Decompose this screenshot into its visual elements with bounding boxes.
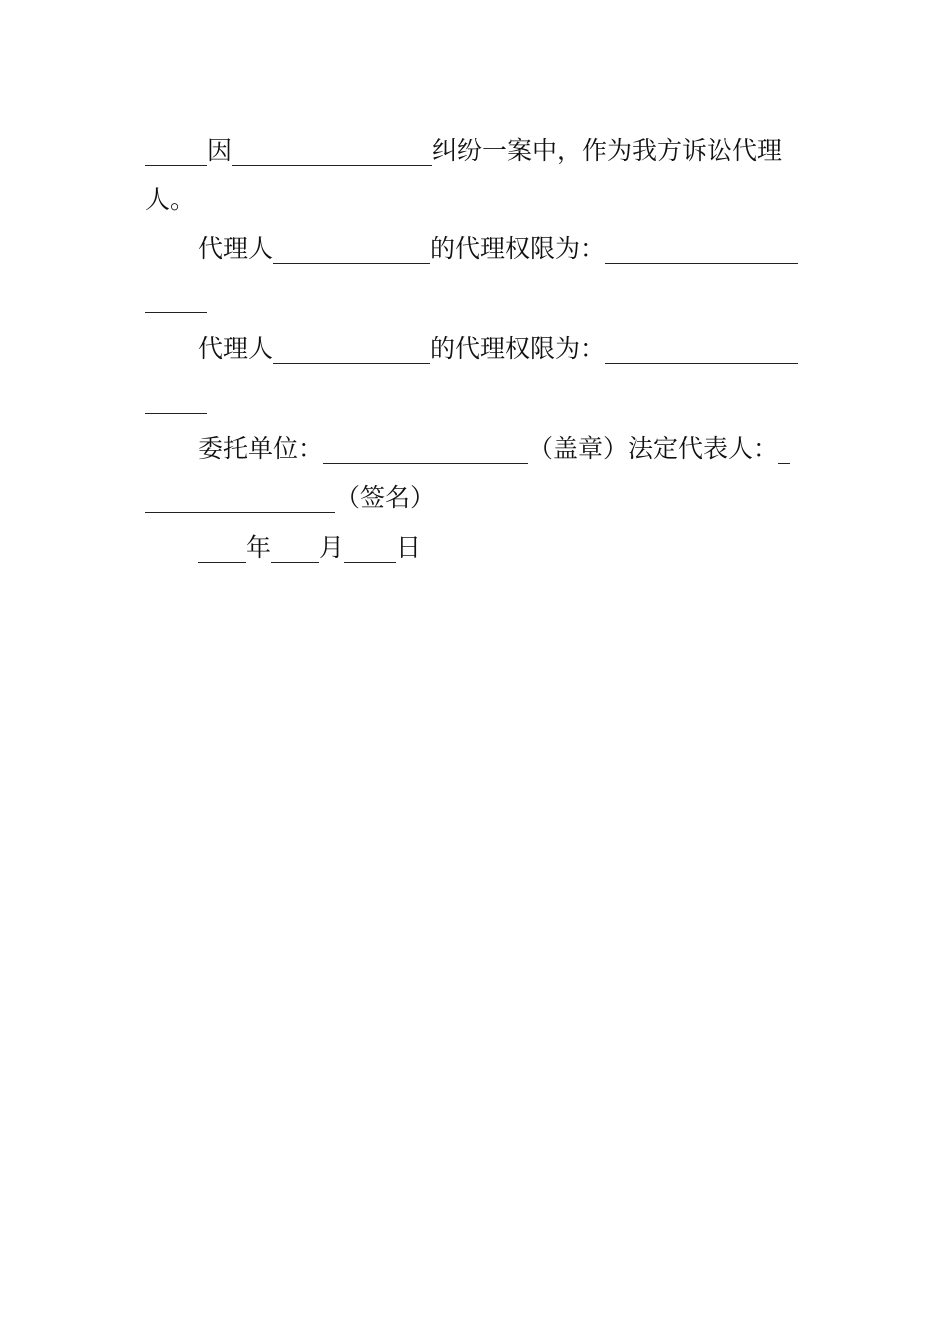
date-line — [198, 533, 860, 563]
authority-label: 的代理权限为： — [430, 334, 606, 363]
authority-label: 的代理权限为： — [430, 234, 606, 263]
agent-label: 代理人 — [198, 234, 274, 263]
agent-line-continued — [145, 283, 807, 313]
blank-field — [344, 538, 396, 563]
agent-line — [198, 334, 860, 364]
blank-field — [145, 389, 207, 414]
blank-field — [145, 141, 207, 166]
blank-field — [145, 488, 335, 513]
blank-field — [605, 339, 798, 364]
day-label: 日 — [396, 533, 422, 562]
signature-label: （签名） — [335, 483, 436, 512]
blank-field — [271, 538, 319, 563]
case-line — [145, 136, 807, 166]
case-text-cause: 因 — [207, 136, 233, 165]
agent-line-continued — [145, 384, 807, 414]
entrust-line — [198, 434, 860, 464]
seal-representative-label: （盖章）法定代表人： — [528, 434, 779, 463]
blank-field — [605, 239, 798, 264]
blank-field — [198, 538, 246, 563]
agent-line — [198, 234, 860, 264]
entrust-unit-label: 委托单位： — [198, 434, 324, 463]
case-text-dispute: 纠纷一案中，作为我方诉讼代理 — [432, 136, 783, 165]
signature-line — [145, 483, 807, 513]
blank-field — [145, 288, 207, 313]
blank-field — [273, 239, 430, 264]
blank-field — [232, 141, 432, 166]
year-label: 年 — [246, 533, 272, 562]
month-label: 月 — [319, 533, 345, 562]
case-line-continued: 人。 — [145, 185, 196, 214]
agent-label: 代理人 — [198, 334, 274, 363]
blank-field — [778, 439, 790, 464]
blank-field — [273, 339, 430, 364]
blank-field — [323, 439, 528, 464]
